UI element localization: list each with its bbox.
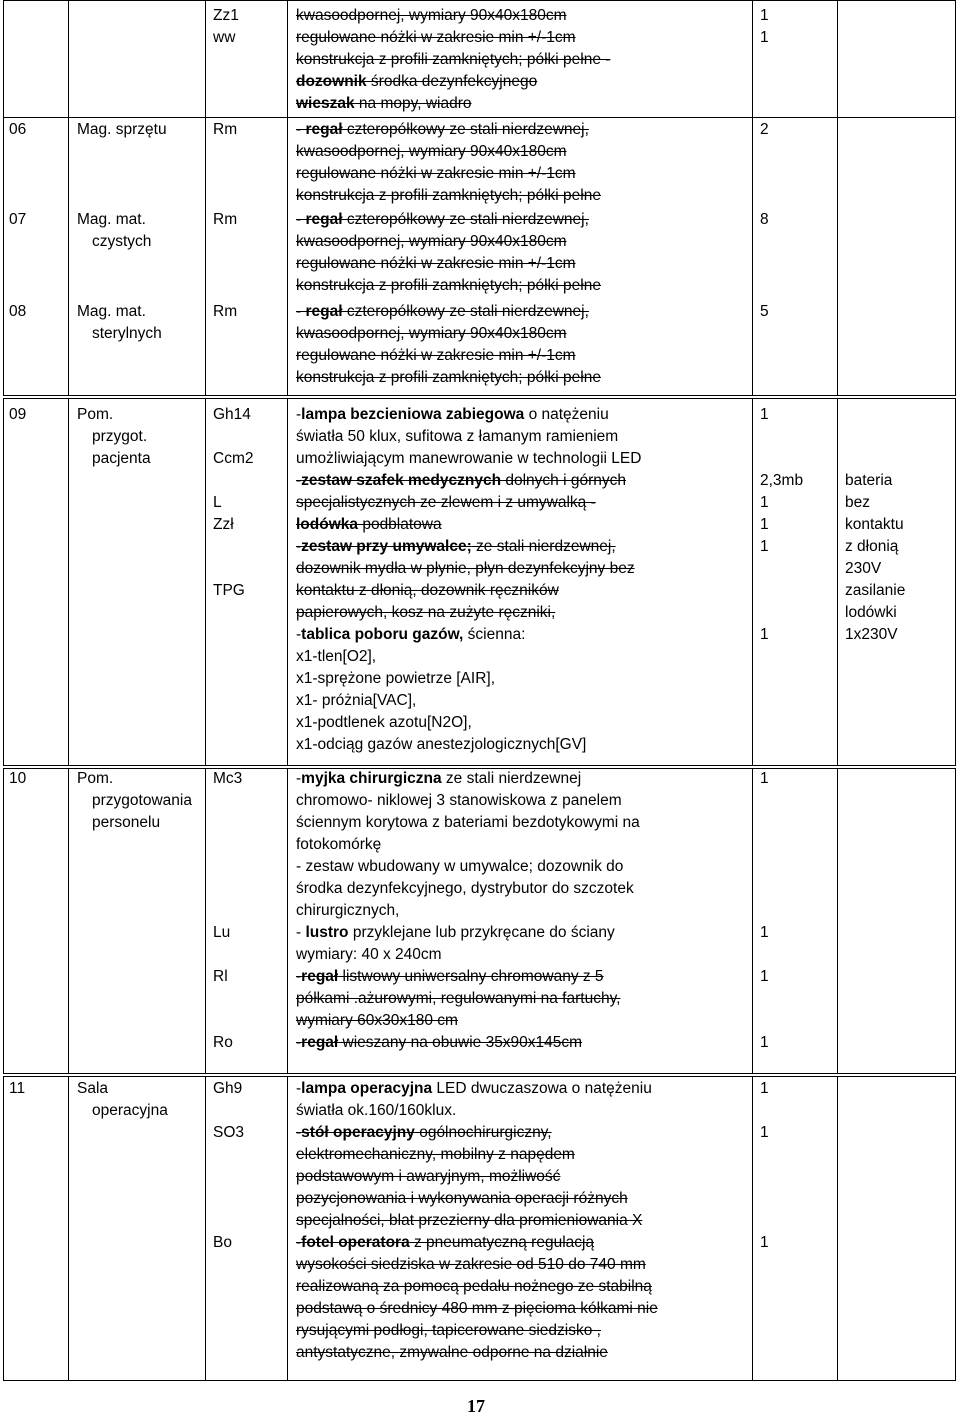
room-name: Mag. mat.: [77, 303, 146, 320]
table-rule: [3, 768, 4, 1073]
room-code: Rl: [213, 968, 228, 985]
table-rule: [3, 1073, 956, 1074]
room-name: operacyjna: [92, 1102, 168, 1119]
note: lodówki: [845, 604, 897, 621]
table-rule: [287, 1076, 288, 1380]
description-line: dozownik mydła w płynie, płyn dezynfekcyjny bez: [296, 560, 635, 577]
table-rule: [68, 768, 69, 1073]
description-line: wymiary: 40 x 240cm: [296, 946, 442, 963]
room-name: czystych: [92, 233, 152, 250]
table-rule: [955, 768, 956, 1073]
description-line: wieszak na mopy, wiadro: [296, 95, 472, 112]
quantity: 1: [760, 1124, 769, 1141]
description-line: antystatyczne, zmywalne odporne na działnie: [296, 1344, 608, 1361]
table-rule: [68, 0, 69, 395]
description-line: elektromechaniczny, mobilny z napędem: [296, 1146, 575, 1163]
table-rule: [68, 1076, 69, 1380]
description-line: specjalności, blat przezierny dla promieniowania X: [296, 1212, 643, 1229]
table-rule: [3, 0, 4, 395]
table-rule: [837, 768, 838, 1073]
description-line: umożliwiającym manewrowanie w technologii LED: [296, 450, 642, 467]
description-line: rysującymi podłogi, tapicerowane siedzisko ,: [296, 1322, 601, 1339]
description-line: -zestaw przy umywalce; ze stali nierdzewnej,: [296, 538, 616, 555]
table-rule: [3, 765, 956, 766]
description-line: półkami .ażurowymi, regulowanymi na fartuchy,: [296, 990, 621, 1007]
table-rule: [68, 398, 69, 765]
table-rule: [837, 1076, 838, 1380]
quantity: 1: [760, 924, 769, 941]
note: bateria: [845, 472, 893, 489]
description-line: - lustro przyklejane lub przykręcane do ściany: [296, 924, 615, 941]
description-line: -tablica poboru gazów, ścienna:: [296, 626, 526, 643]
description-line: regulowane nóżki w zakresie min +/-1cm: [296, 165, 576, 182]
quantity: 1: [760, 494, 769, 511]
quantity: 5: [760, 303, 769, 320]
room-code: Ccm2: [213, 450, 254, 467]
table-rule: [955, 1076, 956, 1380]
table-rule: [837, 0, 838, 395]
description-line: podstawą o średnicy 480 mm z pięcioma kółkami nie: [296, 1300, 658, 1317]
room-code: Zz1: [213, 7, 239, 24]
description-line: fotokomórkę: [296, 836, 382, 853]
room-code: TPG: [213, 582, 245, 599]
description-line: kwasoodpornej, wymiary 90x40x180cm: [296, 233, 567, 250]
description-line: - zestaw wbudowany w umywalce; dozownik do: [296, 858, 624, 875]
description-line: światła ok.160/160klux.: [296, 1102, 457, 1119]
quantity: 1: [760, 770, 769, 787]
quantity: 1: [760, 538, 769, 555]
room-name: personelu: [92, 814, 161, 831]
table-rule: [752, 398, 753, 765]
room-name: Mag. mat.: [77, 211, 146, 228]
row-number: 07: [9, 211, 27, 228]
description-line: konstrukcja z profili zamkniętych; półki pełne: [296, 187, 601, 204]
table-rule: [3, 1380, 956, 1381]
table-rule: [205, 0, 206, 395]
note: zasilanie: [845, 582, 906, 599]
description-line: -zestaw szafek medycznych dolnych i górnych: [296, 472, 626, 489]
description-line: konstrukcja z profili zamkniętych; półki pełne -: [296, 51, 611, 68]
description-line: -lampa operacyjna LED dwuczaszowa o natężeniu: [296, 1080, 652, 1097]
room-code: Rm: [213, 303, 238, 320]
description-line: x1-tlen[O2],: [296, 648, 377, 665]
room-code: Gh9: [213, 1080, 243, 1097]
room-name: przygot.: [92, 428, 148, 445]
description-line: -regał wieszany na obuwie 35x90x145cm: [296, 1034, 583, 1051]
room-name: Pom.: [77, 770, 114, 787]
table-rule: [3, 0, 956, 1]
table-rule: [205, 1076, 206, 1380]
description-line: konstrukcja z profili zamkniętych; półki pełne: [296, 277, 601, 294]
description-line: światła 50 klux, sufitowa z łamanym ramieniem: [296, 428, 619, 445]
room-code: Rm: [213, 211, 238, 228]
description-line: dozownik środka dezynfekcyjnego: [296, 73, 538, 90]
description-line: kwasoodpornej, wymiary 90x40x180cm: [296, 7, 567, 24]
description-line: kwasoodpornej, wymiary 90x40x180cm: [296, 325, 567, 342]
table-rule: [3, 1076, 956, 1077]
description-line: konstrukcja z profili zamkniętych; półki pełne: [296, 369, 601, 386]
row-number: 08: [9, 303, 27, 320]
table-rule: [955, 398, 956, 765]
room-code: Ro: [213, 1034, 233, 1051]
room-code: Bo: [213, 1234, 232, 1251]
description-line: specjalistycznych ze zlewem i z umywalką -: [296, 494, 596, 511]
room-name: Pom.: [77, 406, 114, 423]
description-line: wymiary 60x30x180 cm: [296, 1012, 458, 1029]
table-rule: [287, 398, 288, 765]
description-line: -myjka chirurgiczna ze stali nierdzewnej: [296, 770, 582, 787]
description-line: pozycjonowania i wykonywania operacji różnych: [296, 1190, 628, 1207]
description-line: -fotel operatora z pneumatyczną regulacją: [296, 1234, 595, 1251]
room-code: SO3: [213, 1124, 245, 1141]
room-code: ww: [213, 29, 236, 46]
quantity: 1: [760, 1234, 769, 1251]
table-rule: [3, 398, 4, 765]
table-rule: [287, 0, 288, 395]
room-name: przygotowania: [92, 792, 192, 809]
table-rule: [287, 768, 288, 1073]
description-line: wysokości siedziska w zakresie od 510 do 740 mm: [296, 1256, 646, 1273]
note: 1x230V: [845, 626, 898, 643]
room-name: sterylnych: [92, 325, 162, 342]
description-line: x1- próżnia[VAC],: [296, 692, 417, 709]
table-rule: [837, 398, 838, 765]
room-name: pacjenta: [92, 450, 151, 467]
room-code: L: [213, 494, 222, 511]
description-line: papierowych, kosz na zużyte ręczniki,: [296, 604, 556, 621]
description-line: realizowaną za pomocą pedału nożnego ze stabilną: [296, 1278, 652, 1295]
quantity: 1: [760, 7, 769, 24]
description-line: - regał czteropółkowy ze stali nierdzewnej,: [296, 121, 589, 138]
description-line: regulowane nóżki w zakresie min +/-1cm: [296, 29, 576, 46]
table-rule: [205, 398, 206, 765]
room-name: Mag. sprzętu: [77, 121, 167, 138]
quantity: 8: [760, 211, 769, 228]
quantity: 1: [760, 968, 769, 985]
room-code: Zzł: [213, 516, 234, 533]
description-line: regulowane nóżki w zakresie min +/-1cm: [296, 347, 576, 364]
row-number: 09: [9, 406, 27, 423]
note: z dłonią: [845, 538, 899, 555]
room-name: Sala: [77, 1080, 109, 1097]
description-line: podstawowym i awaryjnym, możliwość: [296, 1168, 561, 1185]
description-line: środka dezynfekcyjnego, dystrybutor do szczotek: [296, 880, 634, 897]
note: bez: [845, 494, 870, 511]
description-line: regulowane nóżki w zakresie min +/-1cm: [296, 255, 576, 272]
quantity: 2,3mb: [760, 472, 804, 489]
description-line: x1-podtlenek azotu[N2O],: [296, 714, 472, 731]
quantity: 1: [760, 1080, 769, 1097]
description-line: x1-odciąg gazów anestezjologicznych[GV]: [296, 736, 587, 753]
row-number: 10: [9, 770, 27, 787]
note: kontaktu: [845, 516, 904, 533]
description-line: - regał czteropółkowy ze stali nierdzewnej,: [296, 303, 589, 320]
quantity: 1: [760, 1034, 769, 1051]
description-line: kontaktu z dłonią, dozownik ręczników: [296, 582, 559, 599]
room-code: Rm: [213, 121, 238, 138]
table-rule: [955, 0, 956, 395]
description-line: - regał czteropółkowy ze stali nierdzewnej,: [296, 211, 589, 228]
description-line: kwasoodpornej, wymiary 90x40x180cm: [296, 143, 567, 160]
description-line: -lampa bezcieniowa zabiegowa o natężeniu: [296, 406, 609, 423]
row-number: 06: [9, 121, 27, 138]
quantity: 1: [760, 29, 769, 46]
description-line: chromowo- niklowej 3 stanowiskowa z panelem: [296, 792, 622, 809]
page-number: 17: [467, 1396, 485, 1416]
table-rule: [3, 1076, 4, 1380]
table-rule: [205, 768, 206, 1073]
description-line: -stół operacyjny ogólnochirurgiczny,: [296, 1124, 552, 1141]
room-code: Gh14: [213, 406, 251, 423]
quantity: 2: [760, 121, 769, 138]
row-number: 11: [9, 1080, 26, 1097]
room-code: Lu: [213, 924, 231, 941]
quantity: 1: [760, 406, 769, 423]
description-line: -regał listwowy uniwersalny chromowany z 5: [296, 968, 604, 985]
room-code: Mc3: [213, 770, 243, 787]
table-rule: [752, 0, 753, 395]
note: 230V: [845, 560, 882, 577]
table-rule: [3, 395, 956, 396]
description-line: chirurgicznych,: [296, 902, 400, 919]
table-rule: [752, 768, 753, 1073]
quantity: 1: [760, 626, 769, 643]
description-line: ściennym korytowa z bateriami bezdotykowymi na: [296, 814, 640, 831]
table-rule: [3, 117, 956, 118]
table-rule: [3, 398, 956, 399]
description-line: lodówka podblatowa: [296, 516, 442, 533]
description-line: x1-sprężone powietrze [AIR],: [296, 670, 496, 687]
quantity: 1: [760, 516, 769, 533]
table-rule: [752, 1076, 753, 1380]
